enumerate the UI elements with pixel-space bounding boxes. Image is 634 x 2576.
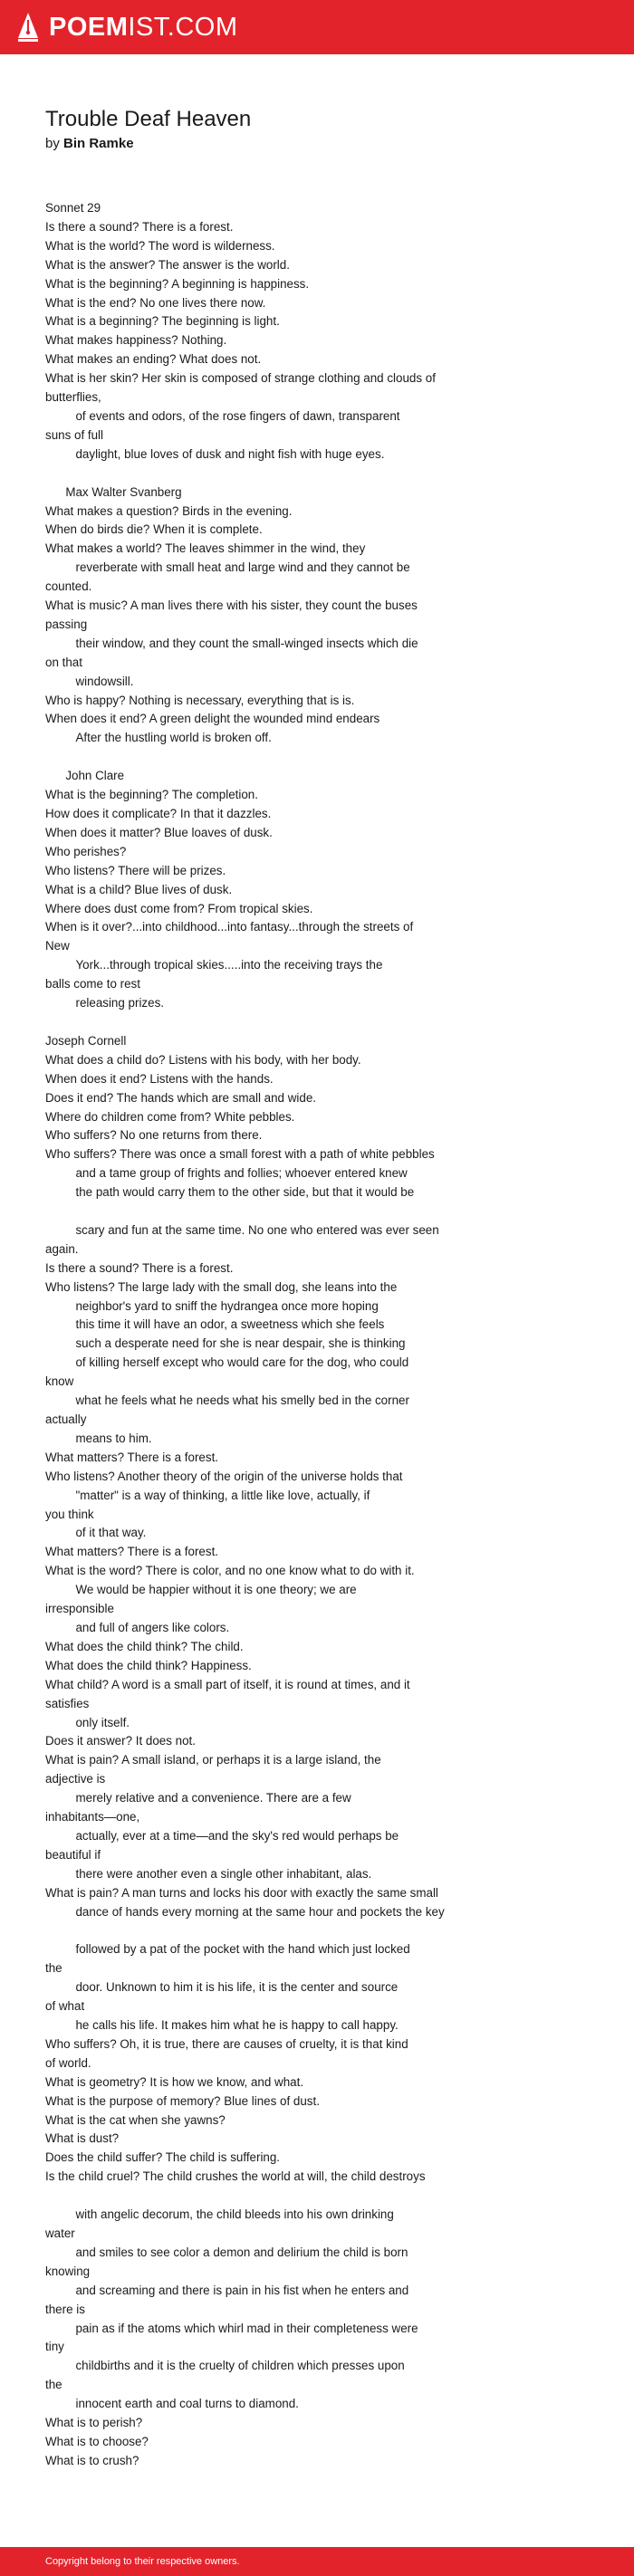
poem-line: only itself. bbox=[45, 1715, 130, 1729]
poem-line: such a desperate need for she is near despair, she is thinking bbox=[45, 1336, 406, 1351]
poem-line: releasing prizes. bbox=[45, 996, 164, 1010]
poem-line: Max Walter Svanberg bbox=[45, 484, 182, 499]
poem-line: What does a child do? Listens with his body, with her body. bbox=[45, 1052, 361, 1067]
poem-line: know bbox=[45, 1374, 74, 1389]
poem-line: butterflies, bbox=[45, 390, 101, 405]
poem-line: this time it will have an odor, a sweetness which she feels bbox=[45, 1317, 385, 1332]
poem-line: means to him. bbox=[45, 1431, 152, 1445]
poem-line: scary and fun at the same time. No one who entered was ever seen bbox=[45, 1222, 439, 1237]
poem-container bbox=[45, 107, 516, 2471]
poem-line: What makes a question? Birds in the evening. bbox=[45, 503, 293, 518]
poem-line: When does it end? Listens with the hands. bbox=[45, 1071, 274, 1086]
poem-line: of it that way. bbox=[45, 1526, 147, 1540]
poem-line: What matters? There is a forest. bbox=[45, 1450, 219, 1464]
poem-author: Bin Ramke bbox=[63, 136, 134, 151]
poem-line: neighbor's yard to sniff the hydrangea once more hoping bbox=[45, 1298, 379, 1313]
site-header bbox=[0, 0, 634, 54]
poem-line: water bbox=[45, 2226, 75, 2240]
poem-line: dance of hands every morning at the same hour and pockets the key bbox=[45, 1904, 445, 1919]
poem-line: What is pain? A small island, or perhaps it is a large island, the bbox=[45, 1753, 381, 1767]
poem-line: and smiles to see color a demon and delirium the child is born bbox=[45, 2245, 408, 2259]
poem-line: you think bbox=[45, 1507, 94, 1521]
poem-line: daylight, blue loves of dusk and night fish with huge eyes. bbox=[45, 446, 385, 461]
logo-text-light: IST.COM bbox=[128, 12, 238, 42]
poem-line: Where does dust come from? From tropical skies. bbox=[45, 901, 313, 915]
poem-line: What is the end? No one lives there now. bbox=[45, 295, 266, 310]
poem-line: Sonnet 29 bbox=[45, 201, 101, 215]
poem-line: York...through tropical skies.....into the receiving trays the bbox=[45, 958, 383, 972]
poem-line: What is dust? bbox=[45, 2131, 120, 2146]
poem-line: When do birds die? When it is complete. bbox=[45, 522, 263, 537]
poem-line: balls come to rest bbox=[45, 977, 140, 991]
poem-line: Does it answer? It does not. bbox=[45, 1734, 196, 1748]
poem-line: When is it over?...into childhood...into fantasy...through the streets of bbox=[45, 920, 414, 934]
poem-line: Who listens? The large lady with the small dog, she leans into the bbox=[45, 1279, 398, 1294]
poem-line: Who listens? There will be prizes. bbox=[45, 863, 226, 877]
poem-line: beautiful if bbox=[45, 1847, 101, 1862]
poem-line: merely relative and a convenience. There are a few bbox=[45, 1791, 351, 1805]
poem-line: Where do children come from? White pebbles. bbox=[45, 1109, 295, 1124]
poem-line: Is there a sound? There is a forest. bbox=[45, 1260, 234, 1275]
poem-body bbox=[45, 199, 516, 2471]
poem-line: door. Unknown to him it is his life, it is the center and source bbox=[45, 1980, 399, 1995]
poem-line: New bbox=[45, 939, 70, 953]
poem-line: Who suffers? No one returns from there. bbox=[45, 1128, 263, 1143]
poem-line bbox=[45, 1013, 516, 1032]
poem-line: What is to crush? bbox=[45, 2453, 139, 2467]
poem-line: What is the answer? The answer is the world. bbox=[45, 257, 290, 272]
poem-line: What is the word? There is color, and no one know what to do with it. bbox=[45, 1564, 415, 1578]
poem-line: Joseph Cornell bbox=[45, 1033, 127, 1048]
poem-title: Trouble Deaf Heaven bbox=[45, 107, 252, 131]
poem-line: What is the purpose of memory? Blue lines of dust. bbox=[45, 2093, 320, 2108]
pen-nib-logo-icon[interactable] bbox=[16, 11, 40, 43]
poem-line: What is her skin? Her skin is composed of strange clothing and clouds of bbox=[45, 371, 436, 386]
poem-line: What is the world? The word is wilderness. bbox=[45, 238, 275, 253]
poem-byline bbox=[45, 135, 516, 152]
poem-line: John Clare bbox=[45, 769, 125, 783]
poem-line: We would be happier without it is one theory; we are bbox=[45, 1583, 357, 1597]
poem-line: of what bbox=[45, 1999, 85, 2014]
poem-line: How does it complicate? In that it dazzles. bbox=[45, 807, 272, 820]
poem-line: What is music? A man lives there with his sister, they count the buses bbox=[45, 599, 418, 613]
poem-line: knowing bbox=[45, 2264, 91, 2278]
poem-line: of world. bbox=[45, 2055, 91, 2070]
poem-line: What is pain? A man turns and locks his door with exactly the same small bbox=[45, 1885, 438, 1900]
poem-line: inhabitants—one, bbox=[45, 1810, 140, 1824]
poem-line: Does the child suffer? The child is suffering. bbox=[45, 2150, 281, 2165]
poem-line: adjective is bbox=[45, 1772, 106, 1786]
poem-line: with angelic decorum, the child bleeds into his own drinking bbox=[45, 2207, 394, 2222]
poem-line: Who listens? Another theory of the origin of the universe holds that bbox=[45, 1469, 403, 1483]
site-footer bbox=[0, 2547, 634, 2576]
poem-line: When does it matter? Blue loaves of dusk. bbox=[45, 825, 273, 839]
poem-line: the path would carry them to the other side, but that it would be bbox=[45, 1185, 415, 1200]
poem-line: there were another even a single other inhabitant, alas. bbox=[45, 1866, 372, 1881]
poem-line: windowsill. bbox=[45, 674, 134, 688]
logo-text-strong: POEM bbox=[49, 12, 129, 42]
poem-line: What does the child think? Happiness. bbox=[45, 1658, 252, 1672]
poem-line bbox=[45, 464, 516, 484]
poem-line bbox=[45, 2187, 516, 2206]
poem-line: actually bbox=[45, 1412, 87, 1426]
poem-line: of killing herself except who would care for the dog, who could bbox=[45, 1355, 409, 1370]
poem-line: Is there a sound? There is a forest. bbox=[45, 219, 234, 234]
footer-copyright: Copyright belong to their respective owners. bbox=[45, 2556, 240, 2567]
poem-line: What makes a world? The leaves shimmer in the wind, they bbox=[45, 541, 366, 556]
poem-line: What is to perish? bbox=[45, 2416, 143, 2430]
poem-line: When does it end? A green delight the wounded mind endears bbox=[45, 712, 380, 726]
poem-line: What is geometry? It is how we know, and what. bbox=[45, 2074, 304, 2089]
poem-line: What is the beginning? The completion. bbox=[45, 788, 258, 802]
poem-line: again. bbox=[45, 1241, 79, 1256]
poem-line: on that bbox=[45, 655, 82, 669]
poem-line: What is the beginning? A beginning is happiness. bbox=[45, 276, 310, 291]
poem-line: Is the child cruel? The child crushes the world at will, the child destroys bbox=[45, 2169, 426, 2184]
poem-line: and screaming and there is pain in his fist when he enters and bbox=[45, 2283, 409, 2297]
poem-line: pain as if the atoms which whirl mad in their completeness were bbox=[45, 2321, 418, 2335]
poem-line bbox=[45, 1921, 516, 1940]
poem-line: Who suffers? There was once a small forest with a path of white pebbles bbox=[45, 1147, 435, 1162]
poem-line: satisfies bbox=[45, 1696, 90, 1710]
poem-line: he calls his life. It makes him what he is happy to call happy. bbox=[45, 2018, 399, 2032]
poem-line: What is the cat when she yawns? bbox=[45, 2112, 226, 2127]
poem-line: What does the child think? The child. bbox=[45, 1639, 244, 1653]
poem-line: tiny bbox=[45, 2340, 64, 2354]
poem-line: their window, and they count the small-winged insects which die bbox=[45, 636, 418, 650]
poem-line: What matters? There is a forest. bbox=[45, 1545, 219, 1559]
poem-line: followed by a pat of the pocket with the hand which just locked bbox=[45, 1942, 410, 1957]
poem-line: Who suffers? Oh, it is true, there are causes of cruelty, it is that kind bbox=[45, 2036, 408, 2051]
poem-line: What is to choose? bbox=[45, 2434, 149, 2448]
poem-line: "matter" is a way of thinking, a little like love, actually, if bbox=[45, 1488, 370, 1502]
poem-line: Who perishes? bbox=[45, 844, 127, 858]
poem-line: After the hustling world is broken off. bbox=[45, 731, 272, 745]
poem-line: What makes happiness? Nothing. bbox=[45, 333, 227, 348]
poem-line: actually, ever at a time—and the sky's red would perhaps be bbox=[45, 1828, 399, 1843]
poem-line: What is a beginning? The beginning is light. bbox=[45, 314, 280, 329]
poem-line: what he feels what he needs what his smelly bed in the corner bbox=[45, 1393, 409, 1408]
poem-line: innocent earth and coal turns to diamond. bbox=[45, 2397, 299, 2411]
poem-line: and a tame group of frights and follies; whoever entered knew bbox=[45, 1166, 408, 1181]
poem-line: reverberate with small heat and large wind and they cannot be bbox=[45, 560, 410, 575]
poem-line bbox=[45, 748, 516, 767]
site-logo[interactable] bbox=[49, 13, 238, 43]
poem-line: irresponsible bbox=[45, 1602, 114, 1616]
poem-line: counted. bbox=[45, 579, 92, 594]
poem-line bbox=[45, 1202, 516, 1221]
poem-line: suns of full bbox=[45, 427, 104, 442]
poem-line: What child? A word is a small part of itself, it is round at times, and it bbox=[45, 1677, 410, 1691]
poem-line: the bbox=[45, 1961, 62, 1976]
poem-line: and full of angers like colors. bbox=[45, 1620, 230, 1634]
poem-line: childbirths and it is the cruelty of children which presses upon bbox=[45, 2359, 405, 2373]
poem-line: Does it end? The hands which are small and wide. bbox=[45, 1090, 316, 1105]
poem-line: passing bbox=[45, 617, 88, 631]
poem-line: What is a child? Blue lives of dusk. bbox=[45, 882, 233, 896]
poem-line: of events and odors, of the rose fingers of dawn, transparent bbox=[45, 408, 400, 423]
byline-prefix: by bbox=[45, 136, 64, 151]
poem-line: there is bbox=[45, 2302, 85, 2316]
poem-line: Who is happy? Nothing is necessary, everything that is is. bbox=[45, 693, 355, 707]
poem-line: What makes an ending? What does not. bbox=[45, 352, 262, 367]
poem-line: the bbox=[45, 2378, 62, 2392]
